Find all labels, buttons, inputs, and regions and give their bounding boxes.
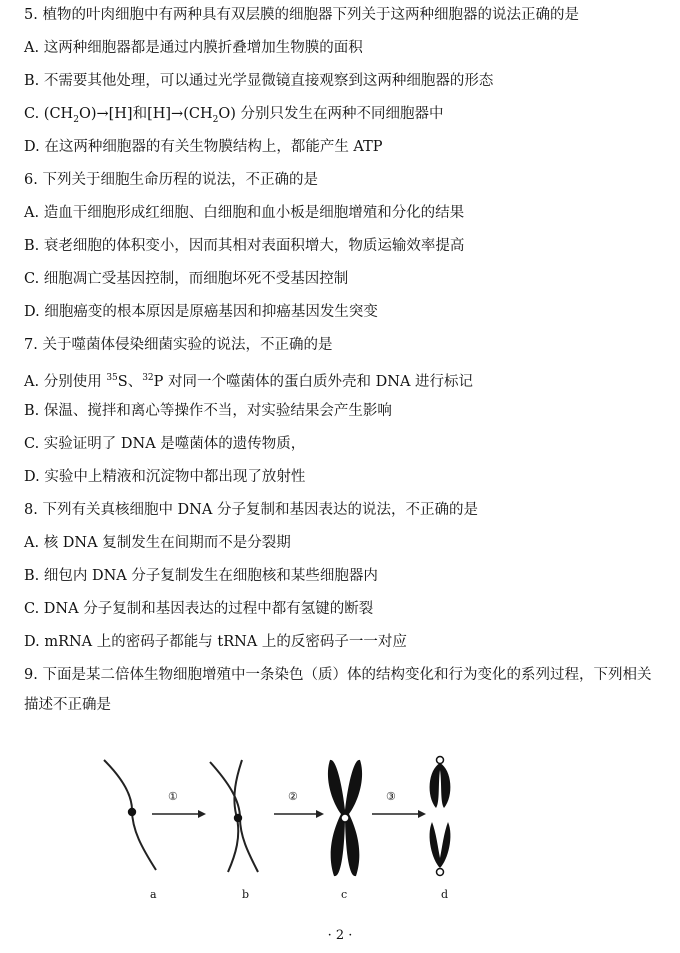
q6-option-d: D. 细胞癌变的根本原因是原癌基因和抑癌基因发生突变 (24, 304, 378, 320)
arrow-step-3 (372, 810, 426, 818)
q8-option-d: D. mRNA 上的密码子都能与 tRNA 上的反密码子一一对应 (24, 634, 407, 650)
q7-a-sup1: 35 (106, 373, 118, 383)
q8-option-a: A. 核 DNA 复制发生在间期而不是分裂期 (24, 535, 291, 551)
figure-label-d: d (441, 888, 449, 901)
q7-a-sup2: 32 (142, 373, 154, 383)
q8-stem: 8. 下列有关真核细胞中 DNA 分子复制和基因表达的说法，不正确的是 (24, 502, 478, 518)
q6-option-b: B. 衰老细胞的体积变小，因而其相对表面积增大，物质运输效率提高 (24, 238, 465, 254)
chromatids-d (430, 757, 451, 876)
q6-option-a: A. 造血干细胞形成红细胞、白细胞和血小板是细胞增殖和分化的结果 (24, 205, 465, 221)
q7-option-c: C. 实验证明了 DNA 是噬菌体的遗传物质， (24, 436, 306, 452)
q7-option-d: D. 实验中上精液和沉淀物中都出现了放射性 (24, 469, 306, 485)
q7-option-a (24, 369, 473, 391)
q5-c-sub2: 2 (212, 114, 219, 125)
step-1-label: ① (168, 790, 178, 803)
step-2-label: ② (288, 790, 298, 803)
q7-stem: 7. 关于噬菌体侵染细菌实验的说法，不正确的是 (24, 337, 333, 353)
q5-c-part3: O) 分别只发生在两种不同细胞器中 (218, 106, 444, 122)
q5-option-d: D. 在这两种细胞器的有关生物膜结构上，都能产生 ATP (24, 139, 383, 155)
q8-option-c: C. DNA 分子复制和基因表达的过程中都有氢键的断裂 (24, 601, 374, 617)
chromosome-figure (90, 748, 510, 913)
q5-c-part2: O)→[H]和[H]→(CH (78, 106, 213, 122)
figure-label-a: a (150, 888, 157, 901)
q5-c-part1: C. (CH (24, 106, 74, 122)
q5-c-sub1: 2 (73, 114, 79, 125)
q6-option-c: C. 细胞凋亡受基因控制，而细胞坏死不受基因控制 (24, 271, 349, 287)
q7-a-part2: S、 (117, 373, 143, 390)
q7-option-b: B. 保温、搅拌和离心等操作不当，对实验结果会产生影响 (24, 403, 392, 419)
arrow-step-2 (274, 810, 324, 818)
figure-label-b: b (242, 888, 250, 901)
chromosome-c (328, 760, 362, 876)
q9-stem: 9. 下面是某二倍体生物细胞增殖中一条染色（质）体的结构变化和行为变化的系列过程，下列相关描述不正确是 (24, 667, 652, 713)
q8-option-b: B. 细包内 DNA 分子复制发生在细胞核和某些细胞器内 (24, 568, 378, 584)
chromatin-a (104, 760, 156, 870)
figure-label-c: c (341, 888, 348, 901)
q7-a-part3: P 对同一个噬菌体的蛋白质外壳和 DNA 进行标记 (153, 373, 474, 390)
arrow-step-1 (152, 810, 206, 818)
q5-option-a: A. 这两种细胞器都是通过内膜折叠增加生物膜的面积 (24, 40, 363, 56)
page-number: · 2 · (327, 928, 353, 943)
q5-stem: 5. 植物的叶肉细胞中有两种具有双层膜的细胞器下列关于这两种细胞器的说法正确的是 (24, 7, 579, 23)
q5-option-c (24, 105, 444, 129)
chromatin-b (210, 760, 258, 872)
q7-a-part1: A. 分别使用 (24, 373, 107, 390)
step-3-label: ③ (386, 790, 396, 803)
q5-option-b: B. 不需要其他处理，可以通过光学显微镜直接观察到这两种细胞器的形态 (24, 73, 494, 89)
q6-stem: 6. 下列关于细胞生命历程的说法，不正确的是 (24, 172, 318, 188)
